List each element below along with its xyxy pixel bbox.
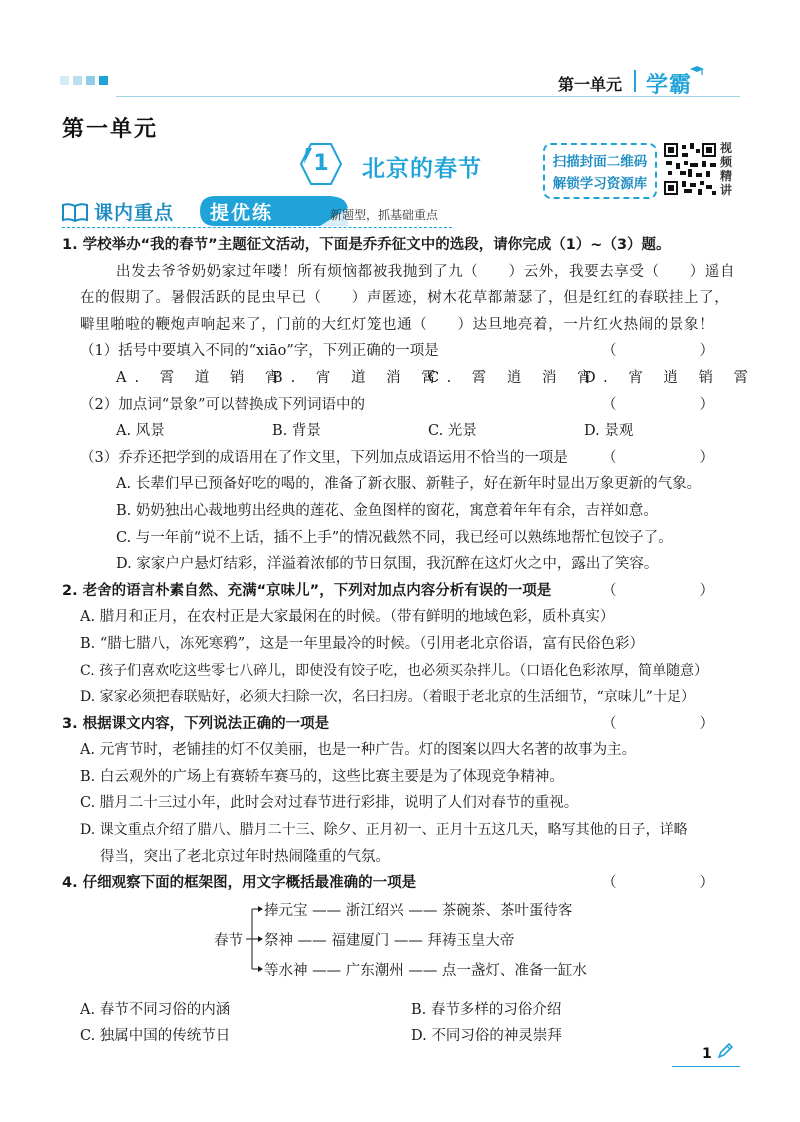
option-d[interactable]: D. 课文重点介绍了腊八、腊月二十三、除夕、正月初一、正月十五这几天，略写其他的日子，详略 — [80, 822, 688, 839]
answer-blank[interactable]: （ ） — [602, 449, 732, 466]
page-header — [60, 64, 740, 98]
unit-title: 第一单元 — [62, 117, 159, 142]
option-b[interactable]: B. 春节多样的习俗介绍 — [411, 1001, 562, 1018]
qr-side-char: 精 — [720, 169, 733, 183]
option-a[interactable]: A. 风景 — [116, 423, 165, 440]
question-text: （2）加点词“景象”可以替换成下列词语中的 — [80, 396, 366, 413]
q1-sub1-stem — [62, 338, 742, 365]
graduation-cap-icon — [690, 66, 704, 76]
question-text: （3）乔乔还把学到的成语用在了作文里，下列加点成语运用不恰当的一项是 — [80, 449, 568, 466]
option-b[interactable]: B. 宵 道 消 霄 — [272, 369, 444, 386]
passage-line: 噼里啪啦的鞭炮声响起来了，门前的大红灯笼也通（ ）达旦地亮着，一片红火热闹的景象！ — [80, 316, 715, 333]
question-text: 2. 老舍的语言朴素自然、充满“京味儿”，下列对加点内容分析有误的一项是 — [62, 582, 552, 599]
question-text: （1）括号中要填入不同的“xiāo”字，下列正确的一项是 — [80, 343, 439, 360]
qr-side-char: 讲 — [720, 183, 733, 197]
question-2-stem — [62, 578, 742, 605]
diagram-row: 等水神 —— 广东潮州 —— 点一盏灯、准备一缸水 — [264, 962, 587, 979]
question-1-stem — [62, 232, 742, 259]
option-a[interactable]: A. 霄 道 销 宵 — [116, 369, 288, 386]
q1-sub2-options — [62, 418, 742, 445]
option-b[interactable]: B. 奶奶独出心裁地剪出经典的莲花、金鱼图样的窗花，寓意着年年有余，吉祥如意。 — [116, 502, 658, 519]
option-c[interactable]: C. 孩子们喜欢吃这些零七八碎儿，即使没有饺子吃，也必须买杂拌儿。（口语化色彩浓厚，简单随意） — [80, 662, 709, 679]
page-number: 1 — [702, 1046, 712, 1062]
question-4-stem — [62, 870, 742, 897]
qr-text-line2: 解锁学习资源库 — [552, 176, 648, 192]
answer-blank[interactable]: （ ） — [602, 343, 732, 360]
option-b[interactable]: B. 背景 — [272, 423, 321, 440]
lesson-title: 北京的春节 — [362, 156, 482, 182]
option-c[interactable]: C. 霄 逍 消 宵 — [428, 369, 600, 386]
open-book-icon — [62, 202, 88, 222]
option-d[interactable]: D. 不同习俗的神灵崇拜 — [411, 1028, 562, 1045]
option-d-continued: 得当，突出了老北京过年时热闹隆重的气氛。 — [100, 848, 390, 865]
brand-logo: 学霸 — [645, 73, 692, 98]
q1-sub3-stem — [62, 445, 742, 472]
option-c[interactable]: C. 腊月二十三过小年，此时会对过春节进行彩排，说明了人们对春节的重视。 — [80, 795, 579, 812]
diagram-row: 祭神 —— 福建厦门 —— 拜祷玉皇大帝 — [264, 932, 515, 949]
option-b[interactable]: B. 白云观外的广场上有赛轿车赛马的，这些比赛主要是为了体现竞争精神。 — [80, 768, 564, 785]
qr-code-icon[interactable] — [664, 143, 716, 195]
answer-blank[interactable]: （ ） — [602, 582, 732, 599]
option-a[interactable]: A. 春节不同习俗的内涵 — [80, 1001, 231, 1018]
pencil-icon — [716, 1042, 734, 1060]
diagram-root: 春节 — [214, 932, 243, 949]
diagram-row: 捧元宝 —— 浙江绍兴 —— 茶碗茶、茶叶蛋待客 — [264, 902, 573, 919]
qr-resource-panel[interactable] — [543, 143, 657, 199]
header-separator — [634, 70, 636, 92]
header-decor-squares — [60, 76, 108, 85]
option-a[interactable]: A. 元宵节时，老铺挂的灯不仅美丽，也是一种广告。灯的图案以四大名著的故事为主。 — [80, 742, 637, 759]
option-c[interactable]: C. 与一年前“说不上话，插不上手”的情况截然不同，我已经可以熟练地帮忙包饺子了。 — [116, 529, 673, 546]
section-pill-label: 提优练 — [210, 202, 274, 224]
header-unit-label: 第一单元 — [557, 75, 622, 94]
passage-line: 出发去爷爷奶奶家过年喽！所有烦恼都被我抛到了九（ ）云外，我要去享受（ ）遥自 — [116, 263, 736, 280]
lesson-number: 1 — [313, 151, 329, 176]
option-b[interactable]: B. “腊七腊八，冻死寒鸦”，这是一年里最冷的时候。（引用老北京俗语，富有民俗色彩） — [80, 635, 644, 652]
question-text: 4. 仔细观察下面的框架图，用文字概括最准确的一项是 — [62, 875, 417, 892]
exercise-content — [62, 232, 757, 1050]
option-d[interactable]: D. 家家户户悬灯结彩，洋溢着浓郁的节日氛围，我沉醉在这灯火之中，露出了笑容。 — [116, 556, 659, 573]
answer-blank[interactable]: （ ） — [602, 875, 732, 892]
q4-options-row2 — [62, 1023, 742, 1050]
section-banner — [62, 196, 442, 226]
qr-side-char: 频 — [720, 155, 733, 169]
option-d[interactable]: D. 宵 逍 销 霄 — [584, 369, 757, 386]
footer-rule — [672, 1066, 740, 1067]
option-a[interactable]: A. 长辈们早已预备好吃的喝的，准备了新衣服、新鞋子，好在新年时显出万象更新的气象。 — [116, 476, 702, 493]
qr-text-line1: 扫描封面二维码 — [552, 154, 648, 170]
question-text: 3. 根据课文内容，下列说法正确的一项是 — [62, 715, 330, 732]
option-d[interactable]: D. 景观 — [584, 423, 634, 440]
framework-diagram — [62, 897, 742, 997]
question-text: 1. 学校举办“我的春节”主题征文活动，下面是乔乔征文中的选段，请你完成（1）~（3）题。 — [62, 237, 671, 253]
question-3-stem — [62, 711, 742, 738]
passage-line: 在的假期了。暑假活跃的昆虫早已（ ）声匿迹，树木花草都萧瑟了，但是红红的春联挂上了， — [80, 290, 730, 307]
qr-side-char: 视 — [720, 141, 733, 155]
qr-side-label — [720, 141, 734, 197]
option-d[interactable]: D. 家家必须把春联贴好，必须大扫除一次，名曰扫房。（着眼于老北京的生活细节，“京味儿”十足） — [80, 689, 695, 706]
section-tag: 新题型，抓基础重点 — [330, 208, 439, 222]
q1-sub2-stem — [62, 392, 742, 419]
answer-blank[interactable]: （ ） — [602, 715, 732, 732]
option-c[interactable]: C. 光景 — [428, 423, 477, 440]
section-title: 课内重点 — [94, 202, 175, 224]
option-c[interactable]: C. 独属中国的传统节日 — [80, 1028, 231, 1045]
section-divider — [62, 227, 452, 228]
q4-options-row1 — [62, 997, 742, 1024]
option-a[interactable]: A. 腊月和正月，在农村正是大家最闲在的时候。（带有鲜明的地域色彩，质朴真实） — [80, 609, 615, 626]
q1-sub1-options — [62, 365, 757, 392]
answer-blank[interactable]: （ ） — [602, 396, 732, 413]
